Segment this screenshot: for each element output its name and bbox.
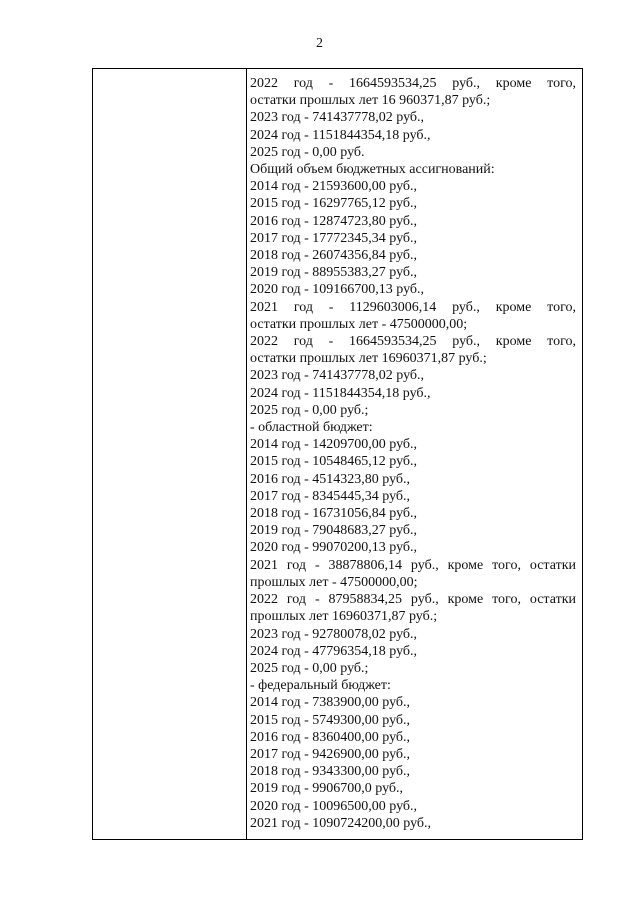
text-line: остатки прошлых лет 16 960371,87 руб.;	[250, 93, 491, 109]
text-line: 2014 год - 21593600,00 руб.,	[250, 179, 418, 195]
column-divider	[246, 69, 247, 839]
text-line: 2021 год - 1090724200,00 руб.,	[250, 815, 432, 831]
text-line: 2020 год - 10096500,00 руб.,	[250, 798, 418, 814]
budget-details-cell	[250, 75, 576, 832]
text-line: 2014 год - 7383900,00 руб.,	[250, 695, 411, 711]
text-line: 2023 год - 741437778,02 руб.,	[250, 110, 425, 126]
text-line: 2019 год - 88955383,27 руб.,	[250, 265, 418, 281]
text-line: 2022 год - 1664593534,25 руб., кроме того,	[250, 76, 576, 91]
text-line: 2024 год - 47796354,18 руб.,	[250, 643, 418, 659]
text-line: - областной бюджет:	[250, 420, 373, 436]
text-line: 2025 год - 0,00 руб.;	[250, 660, 369, 676]
text-line: остатки прошлых лет 16960371,87 руб.;	[250, 351, 487, 367]
page-number: 2	[316, 36, 323, 51]
text-line: 2022 год - 87958834,25 руб., кроме того, остатки	[250, 592, 576, 608]
text-line: 2025 год - 0,00 руб.;	[250, 402, 369, 418]
text-line: 2021 год - 38878806,14 руб., кроме того, остатки	[250, 557, 576, 573]
text-line: 2022 год - 1664593534,25 руб., кроме того,	[250, 334, 576, 350]
text-line: 2018 год - 9343300,00 руб.,	[250, 764, 411, 780]
text-line: прошлых лет 16960371,87 руб.;	[250, 609, 438, 625]
text-line: 2023 год - 92780078,02 руб.,	[250, 626, 418, 642]
text-line: 2015 год - 16297765,12 руб.,	[250, 196, 418, 212]
text-line: 2020 год - 109166700,13 руб.,	[250, 282, 425, 298]
text-line: 2020 год - 99070200,13 руб.,	[250, 540, 418, 556]
text-line: 2021 год - 1129603006,14 руб., кроме того,	[250, 299, 576, 315]
text-line: 2019 год - 79048683,27 руб.,	[250, 523, 418, 539]
text-line: Общий объем бюджетных ассигнований:	[250, 162, 495, 178]
text-line: 2025 год - 0,00 руб.	[250, 144, 365, 160]
text-line: 2018 год - 16731056,84 руб.,	[250, 506, 418, 522]
text-line: 2023 год - 741437778,02 руб.,	[250, 368, 425, 384]
text-line: 2024 год - 1151844354,18 руб.,	[250, 385, 431, 401]
text-line: 2015 год - 10548465,12 руб.,	[250, 454, 418, 470]
text-line: 2015 год - 5749300,00 руб.,	[250, 712, 411, 728]
text-line: 2014 год - 14209700,00 руб.,	[250, 437, 418, 453]
text-line: 2017 год - 17772345,34 руб.,	[250, 230, 418, 246]
text-line: 2019 год - 9906700,0 руб.,	[250, 781, 404, 797]
text-line: 2017 год - 8345445,34 руб.,	[250, 488, 411, 504]
text-line: 2016 год - 8360400,00 руб.,	[250, 729, 411, 745]
text-line: 2017 год - 9426900,00 руб.,	[250, 746, 411, 762]
text-line: 2024 год - 1151844354,18 руб.,	[250, 127, 431, 143]
text-line: 2016 год - 12874723,80 руб.,	[250, 213, 418, 229]
text-line: 2016 год - 4514323,80 руб.,	[250, 471, 411, 487]
text-line: остатки прошлых лет - 47500000,00;	[250, 316, 468, 332]
text-line: 2018 год - 26074356,84 руб.,	[250, 248, 418, 264]
budget-table	[92, 68, 583, 840]
text-line: прошлых лет - 47500000,00;	[250, 574, 418, 590]
text-line: - федеральный бюджет:	[250, 678, 391, 694]
